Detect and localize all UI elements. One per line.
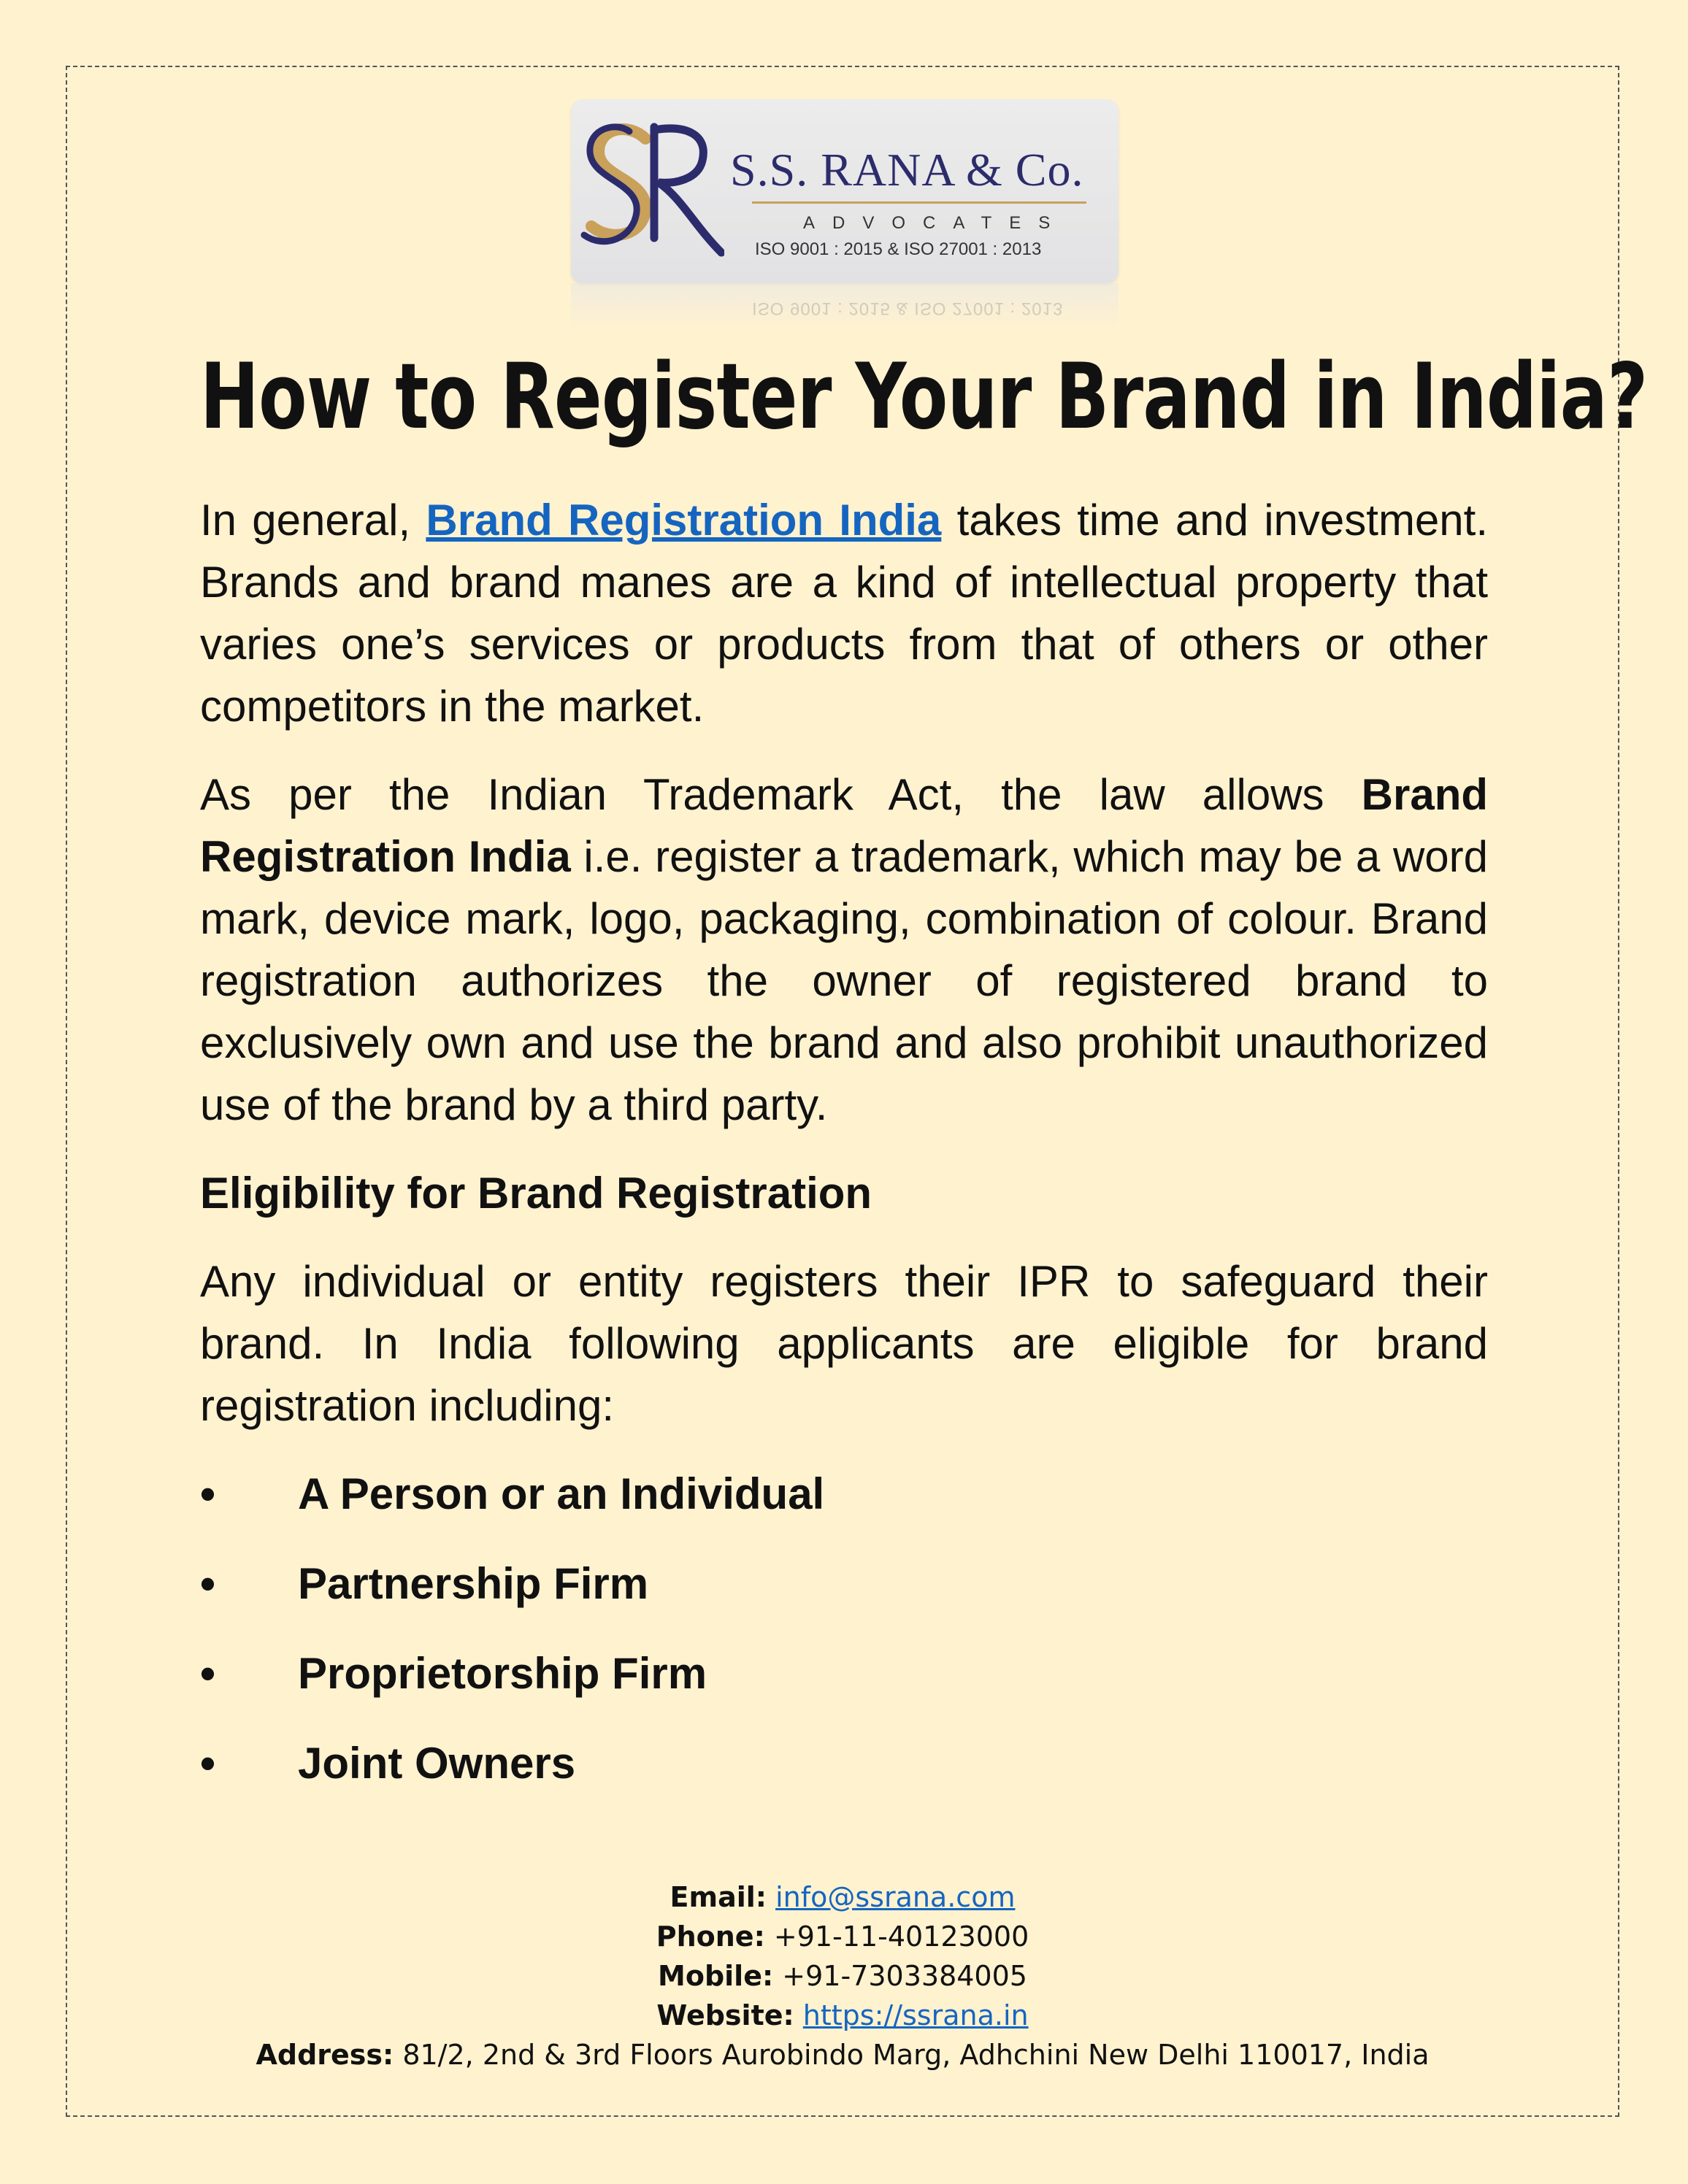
email-label: Email: bbox=[670, 1881, 767, 1913]
mobile-line bbox=[66, 1956, 1619, 1996]
firm-name: S.S. RANA & Co. bbox=[730, 144, 1084, 196]
website-link[interactable]: https://ssrana.in bbox=[802, 1999, 1029, 2031]
bullet-icon: • bbox=[200, 1739, 216, 1788]
article-body bbox=[200, 489, 1488, 1822]
bullet-icon: • bbox=[200, 1469, 216, 1518]
brand-registration-link[interactable]: Brand Registration India bbox=[426, 496, 942, 545]
list-item-text: Partnership Firm bbox=[298, 1559, 649, 1608]
reflection-text: ISO 9001 : 2015 & ISO 27001 : 2013 bbox=[752, 299, 1064, 318]
phone-label: Phone: bbox=[656, 1920, 765, 1953]
phone-value: +91-11-40123000 bbox=[773, 1920, 1029, 1953]
eligibility-heading: Eligibility for Brand Registration bbox=[200, 1169, 872, 1218]
eligible-applicants-list bbox=[200, 1463, 1488, 1794]
eligibility-paragraph: Any individual or entity registers their IPR to safeguard their brand. In India following applicants are eligible for brand registration including: bbox=[200, 1257, 1488, 1430]
intro-paragraph bbox=[200, 489, 1488, 737]
mobile-label: Mobile: bbox=[658, 1960, 774, 1992]
act-suffix: i.e. register a trademark, which may be a word mark, device mark, logo, packaging, combination of colour. Brand registration authorizes the owner of registered brand to exclusively own and use the brand and also prohibit unauthorized use of the brand by a third party. bbox=[200, 832, 1489, 1129]
phone-line bbox=[66, 1917, 1619, 1956]
act-paragraph bbox=[200, 764, 1488, 1136]
firm-tagline: ADVOCATES bbox=[803, 213, 1068, 233]
act-prefix: As per the Indian Trademark Act, the law allows bbox=[200, 770, 1362, 819]
intro-prefix: In general, bbox=[200, 496, 426, 545]
bullet-icon: • bbox=[200, 1649, 216, 1698]
iso-certifications: ISO 9001 : 2015 & ISO 27001 : 2013 bbox=[755, 239, 1042, 259]
list-item bbox=[200, 1732, 1488, 1794]
address-label: Address: bbox=[256, 2039, 394, 2071]
list-item-text: Proprietorship Firm bbox=[298, 1649, 707, 1698]
logo-divider bbox=[752, 201, 1086, 204]
website-line bbox=[66, 1996, 1619, 2035]
mobile-value: +91-7303384005 bbox=[782, 1960, 1027, 1992]
address-value: 81/2, 2nd & 3rd Floors Aurobindo Marg, Adhchini New Delhi 110017, India bbox=[402, 2039, 1430, 2071]
logo-reflection bbox=[571, 283, 1119, 331]
list-item bbox=[200, 1642, 1488, 1704]
list-item-text: Joint Owners bbox=[298, 1739, 576, 1788]
ssr-monogram-icon bbox=[578, 109, 724, 263]
email-link[interactable]: info@ssrana.com bbox=[775, 1881, 1016, 1913]
act-bold-term: Brand Registration India bbox=[200, 770, 1488, 881]
intro-suffix: takes time and investment. Brands and brand manes are a kind of intellectual property that varies one’s services or products from that of others or other competitors in the market. bbox=[200, 496, 1488, 731]
email-line bbox=[66, 1877, 1619, 1917]
list-item bbox=[200, 1463, 1488, 1525]
bullet-icon: • bbox=[200, 1559, 216, 1608]
page-title: How to Register Your Brand in India? bbox=[200, 345, 1648, 450]
address-line bbox=[66, 2035, 1619, 2075]
firm-logo bbox=[571, 99, 1119, 283]
website-label: Website: bbox=[656, 1999, 794, 2031]
list-item-text: A Person or an Individual bbox=[298, 1469, 825, 1518]
contact-footer bbox=[66, 1877, 1619, 2075]
list-item bbox=[200, 1553, 1488, 1615]
